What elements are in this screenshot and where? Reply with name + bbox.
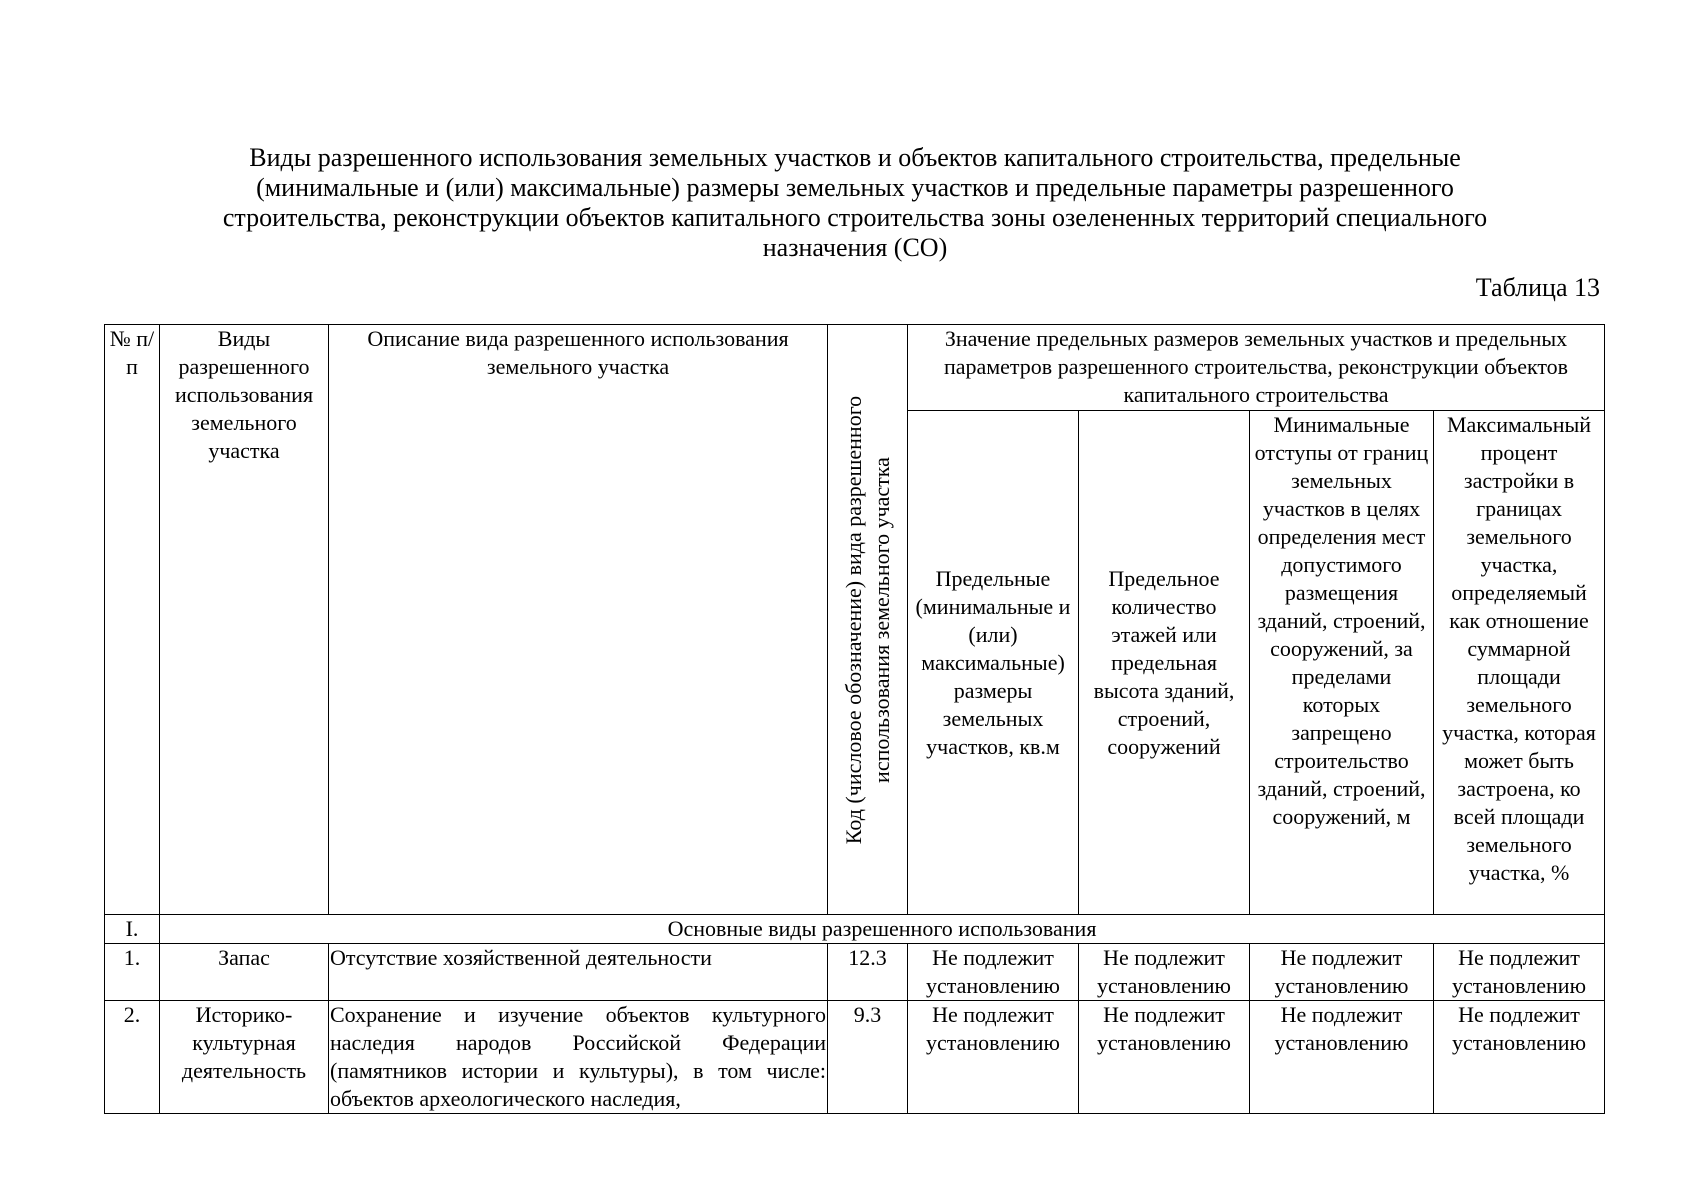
title-line-2: (минимальные и (или) максимальные) размеры земельных участков и предельные параметры разрешенного: [256, 173, 1454, 202]
row-num: 2.: [105, 1001, 160, 1114]
table-row: [105, 944, 1605, 1001]
section-num: I.: [105, 915, 160, 944]
title-line-4: назначения (СО): [762, 233, 948, 262]
header-type: Виды разрешенного использования земельного участка: [160, 325, 329, 915]
row-coverage: Не подлежит установлению: [1434, 1001, 1605, 1114]
header-setbacks: Минимальные отступы от границ земельных участков в целях определения мест допустимого размещения зданий, строений, сооружений, за пределами которых запрещено строительство зданий, строений, сооружений, м: [1250, 411, 1434, 915]
header-coverage: Максимальный процент застройки в границах земельного участка, определяемый как отношение суммарной площади земельного участка, которая может быть застроена, ко всей площади земельного участка, %: [1434, 411, 1605, 915]
header-code-text: Код (числовое обозначение) вида разрешенного использования земельного участка: [840, 395, 894, 844]
section-title: Основные виды разрешенного использования: [160, 915, 1605, 944]
table-row: [105, 1001, 1605, 1114]
row-code: 9.3: [828, 1001, 908, 1114]
header-num: № п/п: [105, 325, 160, 915]
row-coverage: Не подлежит установлению: [1434, 944, 1605, 1001]
row-setbacks: Не подлежит установлению: [1250, 1001, 1434, 1114]
row-sizes: Не подлежит установлению: [908, 944, 1079, 1001]
row-type: Историко-культурная деятельность: [160, 1001, 329, 1114]
header-code: [828, 325, 908, 915]
document-title: [150, 143, 1560, 263]
section-row: [105, 915, 1605, 944]
row-description: Отсутствие хозяйственной деятельности: [329, 944, 828, 1001]
row-sizes: Не подлежит установлению: [908, 1001, 1079, 1114]
row-description: Сохранение и изучение объектов культурного наследия народов Российской Федерации (памятников истории и культуры), в том числе: объектов археологического наследия,: [329, 1001, 828, 1114]
title-line-3: строительства, реконструкции объектов капитального строительства зоны озелененных территорий специального: [222, 203, 1488, 232]
table-number: Таблица 13: [1475, 273, 1600, 302]
row-type: Запас: [160, 944, 329, 1001]
header-description: Описание вида разрешенного использования земельного участка: [329, 325, 828, 915]
land-use-table: [104, 324, 1605, 1114]
row-num: 1.: [105, 944, 160, 1001]
header-floors: Предельное количество этажей или предельная высота зданий, строений, сооружений: [1079, 411, 1250, 915]
header-sizes: Предельные (минимальные и (или) максимальные) размеры земельных участков, кв.м: [908, 411, 1079, 915]
row-floors: Не подлежит установлению: [1079, 1001, 1250, 1114]
header-params-group: Значение предельных размеров земельных участков и предельных параметров разрешенного строительства, реконструкции объектов капитального строительства: [908, 325, 1605, 411]
row-code: 12.3: [828, 944, 908, 1001]
row-floors: Не подлежит установлению: [1079, 944, 1250, 1001]
row-setbacks: Не подлежит установлению: [1250, 944, 1434, 1001]
header-row-1: [105, 325, 1605, 411]
title-line-1: Виды разрешенного использования земельных участков и объектов капитального строительства, предельные: [249, 143, 1461, 172]
